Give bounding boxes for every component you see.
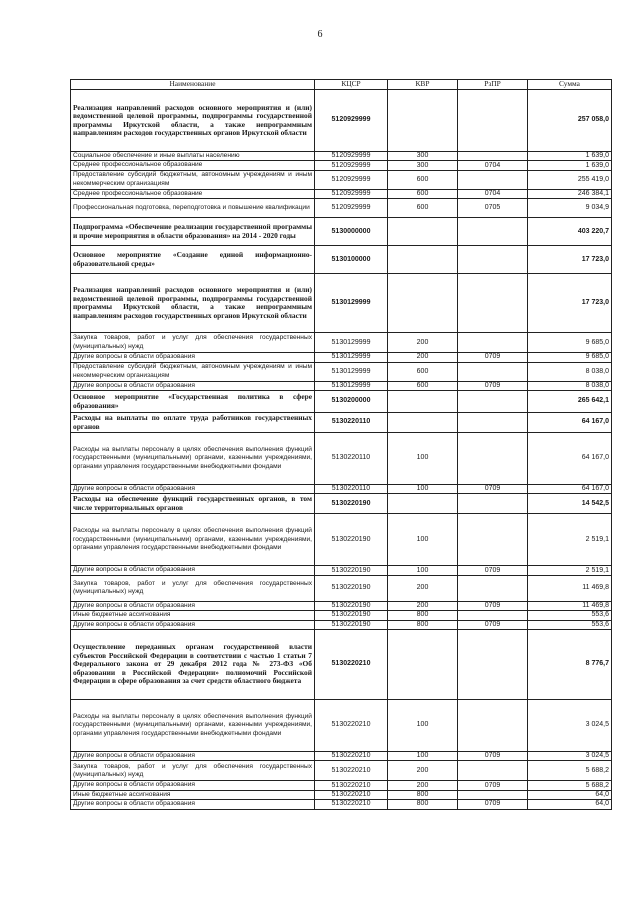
row-sum: 5 688,2 (528, 761, 612, 781)
row-kvr: 800 (388, 620, 458, 629)
table-row (71, 433, 612, 485)
row-rzpr: 0709 (458, 485, 528, 494)
row-rzpr (458, 630, 528, 700)
row-rzpr (458, 170, 528, 189)
row-kcsr: 5130220190 (315, 566, 388, 575)
row-kvr: 100 (388, 566, 458, 575)
row-rzpr: 0709 (458, 800, 528, 809)
row-name: Другие вопросы в области образования (71, 566, 315, 575)
row-kvr: 100 (388, 700, 458, 752)
row-rzpr: 0705 (458, 199, 528, 218)
row-name: Реализация направлений расходов основного мероприятия и (или) ведомственной целевой программы, подпрограммы государственной программы Иркутской области, а также непрограммным направлениям расходов государственных органов Иркутской области (71, 274, 315, 333)
row-kcsr: 5130129999 (315, 333, 388, 353)
row-name: Другие вопросы в области образования (71, 353, 315, 362)
row-kcsr: 5130220110 (315, 413, 388, 433)
row-sum: 3 024,5 (528, 700, 612, 752)
row-sum: 64 167,0 (528, 413, 612, 433)
row-sum: 9 685,0 (528, 333, 612, 353)
table-row (71, 790, 612, 799)
row-kcsr: 5130000000 (315, 218, 388, 246)
row-kcsr: 5130220190 (315, 575, 388, 601)
row-rzpr (458, 218, 528, 246)
row-sum: 17 723,0 (528, 274, 612, 333)
row-name: Подпрограмма «Обеспечение реализации государственной программы и прочие мероприятия в области образования» на 2014 - 2020 годы (71, 218, 315, 246)
budget-table (70, 79, 612, 810)
row-name: Другие вопросы в области образования (71, 601, 315, 610)
row-name: Социальное обеспечение и иные выплаты населению (71, 152, 315, 161)
row-kcsr: 5130220210 (315, 700, 388, 752)
row-name: Предоставление субсидий бюджетным, автономным учреждениям и иным некоммерческим организациям (71, 170, 315, 189)
row-rzpr (458, 246, 528, 274)
header-kcsr: КЦСР (315, 80, 388, 90)
row-kvr: 800 (388, 611, 458, 620)
row-kvr (388, 90, 458, 152)
header-kvr: КВР (388, 80, 458, 90)
row-sum: 255 419,0 (528, 170, 612, 189)
row-kvr (388, 391, 458, 413)
row-sum: 64,0 (528, 800, 612, 809)
table-row (71, 413, 612, 433)
table-row (71, 620, 612, 629)
row-name: Иные бюджетные ассигнования (71, 611, 315, 620)
table-row (71, 611, 612, 620)
row-rzpr (458, 90, 528, 152)
row-sum: 403 220,7 (528, 218, 612, 246)
row-kvr: 600 (388, 199, 458, 218)
row-sum: 246 384,1 (528, 189, 612, 198)
row-kvr: 600 (388, 189, 458, 198)
table-row (71, 575, 612, 601)
table-row (71, 391, 612, 413)
row-kcsr: 5120929999 (315, 199, 388, 218)
row-name: Другие вопросы в области образования (71, 800, 315, 809)
row-name: Предоставление субсидий бюджетным, автономным учреждениям и иным некоммерческим организациям (71, 362, 315, 381)
row-name: Другие вопросы в области образования (71, 781, 315, 790)
row-rzpr: 0709 (458, 353, 528, 362)
row-kcsr: 5120929999 (315, 90, 388, 152)
table-body (71, 90, 612, 810)
row-kcsr: 5120929999 (315, 161, 388, 170)
row-sum: 1 639,0 (528, 152, 612, 161)
row-sum: 2 519,1 (528, 514, 612, 566)
row-name: Другие вопросы в области образования (71, 381, 315, 390)
table-row (71, 752, 612, 761)
row-kvr (388, 494, 458, 514)
row-sum: 257 058,0 (528, 90, 612, 152)
row-sum: 2 519,1 (528, 566, 612, 575)
row-rzpr (458, 700, 528, 752)
row-kvr (388, 413, 458, 433)
row-kvr: 200 (388, 761, 458, 781)
row-name: Другие вопросы в области образования (71, 752, 315, 761)
row-sum: 9 685,0 (528, 353, 612, 362)
row-rzpr (458, 274, 528, 333)
row-sum: 64 167,0 (528, 433, 612, 485)
row-name: Расходы на выплаты персоналу в целях обеспечения выполнения функций государственными (муниципальными) органами, казенными учреждениями, органами управления государственными внебюджетными фондами (71, 433, 315, 485)
header-name: Наименование (71, 80, 315, 90)
row-rzpr (458, 611, 528, 620)
row-rzpr: 0709 (458, 381, 528, 390)
table-row (71, 90, 612, 152)
row-kvr: 600 (388, 362, 458, 381)
row-kvr (388, 274, 458, 333)
row-kcsr: 5130129999 (315, 362, 388, 381)
row-sum: 8 038,0 (528, 381, 612, 390)
table-row (71, 494, 612, 514)
table-row (71, 199, 612, 218)
row-rzpr (458, 391, 528, 413)
row-name: Расходы на обеспечение функций государственных органов, в том числе территориальных органов (71, 494, 315, 514)
row-kcsr: 5120929999 (315, 152, 388, 161)
row-name: Среднее профессиональное образование (71, 189, 315, 198)
row-kvr: 800 (388, 800, 458, 809)
row-rzpr (458, 494, 528, 514)
table-row (71, 362, 612, 381)
row-kcsr: 5130220210 (315, 630, 388, 700)
row-name: Основное мероприятие «Создание единой информационно-образовательной среды» (71, 246, 315, 274)
row-sum: 14 542,5 (528, 494, 612, 514)
row-rzpr: 0709 (458, 781, 528, 790)
row-kcsr: 5130220210 (315, 752, 388, 761)
row-kcsr: 5120929999 (315, 170, 388, 189)
row-kvr: 800 (388, 790, 458, 799)
row-rzpr (458, 514, 528, 566)
row-kcsr: 5130200000 (315, 391, 388, 413)
row-kvr: 100 (388, 752, 458, 761)
row-rzpr: 0709 (458, 620, 528, 629)
row-kcsr: 5130220190 (315, 620, 388, 629)
row-sum: 553,6 (528, 611, 612, 620)
row-rzpr (458, 333, 528, 353)
table-row (71, 630, 612, 700)
row-name: Реализация направлений расходов основного мероприятия и (или) ведомственной целевой программы, подпрограммы государственной программы Иркутской области, а также непрограммным направлениям расходов государственных органов Иркутской области (71, 90, 315, 152)
table-row (71, 761, 612, 781)
row-name: Закупка товаров, работ и услуг для обеспечения государственных (муниципальных) нужд (71, 333, 315, 353)
row-kvr: 300 (388, 161, 458, 170)
table-row (71, 700, 612, 752)
row-kvr: 200 (388, 333, 458, 353)
row-sum: 11 469,8 (528, 601, 612, 610)
table-row (71, 189, 612, 198)
row-rzpr: 0709 (458, 601, 528, 610)
row-kvr: 300 (388, 152, 458, 161)
row-name: Иные бюджетные ассигнования (71, 790, 315, 799)
row-kvr: 100 (388, 514, 458, 566)
row-kvr (388, 630, 458, 700)
row-sum: 5 688,2 (528, 781, 612, 790)
row-kcsr: 5130129999 (315, 381, 388, 390)
row-rzpr: 0709 (458, 566, 528, 575)
row-kcsr: 5130220190 (315, 611, 388, 620)
row-rzpr (458, 790, 528, 799)
row-name: Основное мероприятие «Государственная политика в сфере образования» (71, 391, 315, 413)
header-sum: Сумма (528, 80, 612, 90)
row-kcsr: 5120929999 (315, 189, 388, 198)
table-row (71, 333, 612, 353)
row-kvr: 200 (388, 601, 458, 610)
row-kvr: 200 (388, 353, 458, 362)
row-kvr: 600 (388, 170, 458, 189)
table-row (71, 381, 612, 390)
row-sum: 8 038,0 (528, 362, 612, 381)
header-rzpr: РзПР (458, 80, 528, 90)
row-kcsr: 5130220110 (315, 485, 388, 494)
table-row (71, 485, 612, 494)
row-sum: 64 167,0 (528, 485, 612, 494)
row-rzpr (458, 362, 528, 381)
row-kcsr: 5130220190 (315, 601, 388, 610)
table-row (71, 601, 612, 610)
row-name: Закупка товаров, работ и услуг для обеспечения государственных (муниципальных) нужд (71, 761, 315, 781)
table-row (71, 152, 612, 161)
row-name: Расходы на выплаты персоналу в целях обеспечения выполнения функций государственными (муниципальными) органами, казенными учреждениями, органами управления государственными внебюджетными фондами (71, 514, 315, 566)
row-kcsr: 5130100000 (315, 246, 388, 274)
row-rzpr: 0704 (458, 161, 528, 170)
row-kcsr: 5130220210 (315, 781, 388, 790)
row-kcsr: 5130220190 (315, 514, 388, 566)
row-rzpr (458, 575, 528, 601)
row-kcsr: 5130220190 (315, 494, 388, 514)
row-kcsr: 5130129999 (315, 274, 388, 333)
row-sum: 8 776,7 (528, 630, 612, 700)
table-row (71, 781, 612, 790)
row-kvr: 100 (388, 485, 458, 494)
row-sum: 9 034,9 (528, 199, 612, 218)
row-kvr (388, 246, 458, 274)
row-kcsr: 5130220110 (315, 433, 388, 485)
row-rzpr: 0709 (458, 752, 528, 761)
table-row (71, 170, 612, 189)
row-name: Закупка товаров, работ и услуг для обеспечения государственных (муниципальных) нужд (71, 575, 315, 601)
row-name: Расходы на выплаты персоналу в целях обеспечения выполнения функций государственными (муниципальными) органами, казенными учреждениями, органами управления государственными внебюджетными фондами (71, 700, 315, 752)
row-sum: 64,0 (528, 790, 612, 799)
row-rzpr (458, 413, 528, 433)
table-row (71, 800, 612, 809)
table-row (71, 246, 612, 274)
table-row (71, 218, 612, 246)
row-name: Другие вопросы в области образования (71, 485, 315, 494)
row-sum: 1 639,0 (528, 161, 612, 170)
table-row (71, 161, 612, 170)
row-sum: 17 723,0 (528, 246, 612, 274)
row-kvr: 100 (388, 433, 458, 485)
row-kcsr: 5130220210 (315, 761, 388, 781)
row-kvr (388, 218, 458, 246)
row-name: Профессиональная подготовка, переподготовка и повышение квалификации (71, 199, 315, 218)
row-name: Расходы на выплаты по оплате труда работников государственных органов (71, 413, 315, 433)
row-sum: 3 024,5 (528, 752, 612, 761)
row-sum: 265 642,1 (528, 391, 612, 413)
row-sum: 11 469,8 (528, 575, 612, 601)
table-header-row (71, 80, 612, 90)
row-kvr: 200 (388, 781, 458, 790)
row-name: Среднее профессиональное образование (71, 161, 315, 170)
row-kvr: 600 (388, 381, 458, 390)
row-sum: 553,6 (528, 620, 612, 629)
table-row (71, 514, 612, 566)
row-kvr: 200 (388, 575, 458, 601)
table-row (71, 353, 612, 362)
row-rzpr: 0704 (458, 189, 528, 198)
row-name: Осуществление переданных органам государственной власти субъектов Российской Федерации в соответствии с частью 1 статьи 7 Федерального закона от 29 декабря 2012 года № 273-ФЗ «Об образовании в Российской Федерации» полномочий Российской Федерации в сфере образования за счет средств областного бюджета (71, 630, 315, 700)
row-kcsr: 5130220210 (315, 800, 388, 809)
row-kcsr: 5130220210 (315, 790, 388, 799)
row-kcsr: 5130129999 (315, 353, 388, 362)
row-rzpr (458, 152, 528, 161)
table-row (71, 566, 612, 575)
row-rzpr (458, 761, 528, 781)
row-rzpr (458, 433, 528, 485)
page-number: 6 (317, 29, 323, 40)
row-name: Другие вопросы в области образования (71, 620, 315, 629)
table-row (71, 274, 612, 333)
